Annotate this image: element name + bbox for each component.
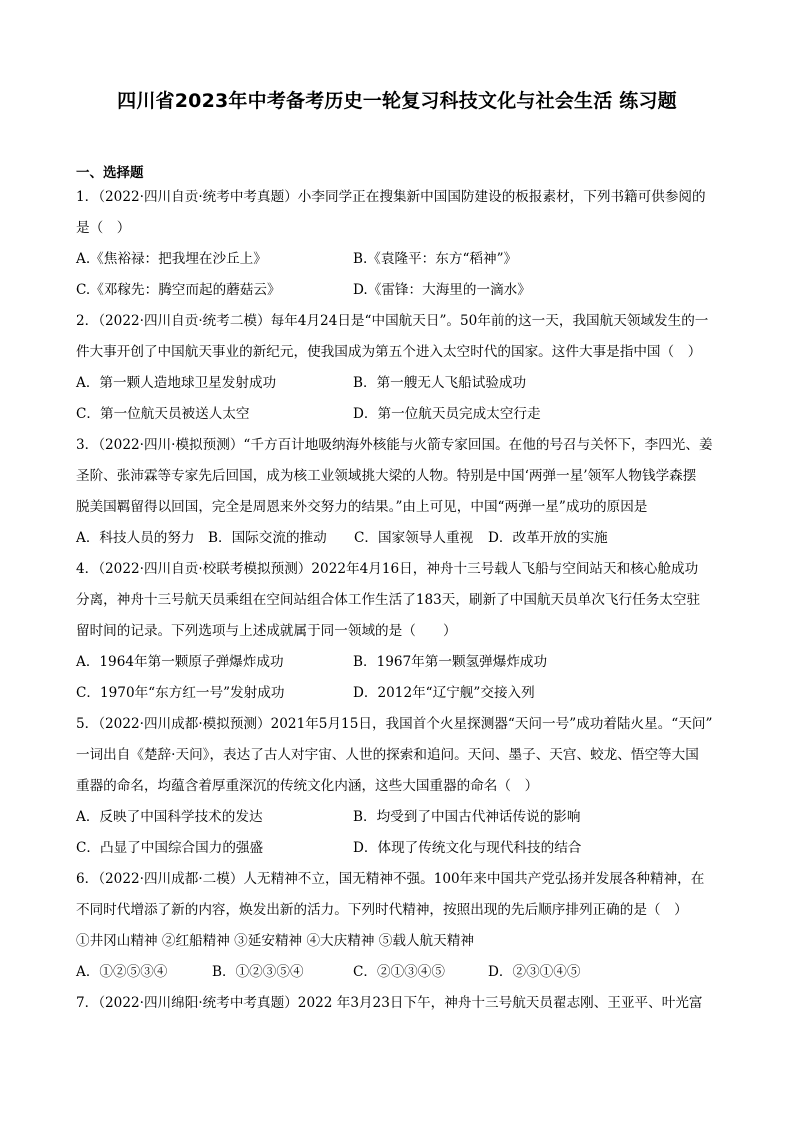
question-1-option-d[interactable]: D.《雷锋：大海里的一滴水》	[353, 282, 531, 298]
question-6-option-b[interactable]: B．①②③⑤④	[212, 964, 304, 980]
question-4-line-2: 分离，神舟十三号航天员乘组在空间站组合体工作生活了183天，刷新了中国航天员单次飞行任务太空驻	[76, 592, 701, 608]
question-2-line-2: 件大事开创了中国航天事业的新纪元，使我国成为第五个进入太空时代的国家。这件大事是指中国（ ）	[76, 344, 702, 360]
question-6-line-3: ①井冈山精神 ②红船精神 ③延安精神 ④大庆精神 ⑤载人航天精神	[76, 933, 474, 949]
question-6-option-d[interactable]: D．②③①④⑤	[488, 964, 581, 980]
question-2-line-1: 2．（2022·四川自贡·统考二模）每年4月24日是“中国航天日”。50年前的这一天，我国航天领域发生的一	[76, 313, 709, 329]
question-5-option-d[interactable]: D．体现了传统文化与现代科技的结合	[353, 840, 582, 856]
question-2-option-c[interactable]: C．第一位航天员被送人太空	[76, 406, 250, 422]
question-3-line-3: 脱美国羁留得以回国，完全是周恩来外交努力的结果。”由上可见，中国“两弹一星”成功的原因是	[76, 499, 648, 515]
question-5-line-3: 重器的命名，均蕴含着厚重深沉的传统文化内涵，这些大国重器的命名（ ）	[76, 778, 539, 794]
question-4-line-1: 4．（2022·四川自贡·校联考模拟预测）2022年4月16日，神舟十三号载人飞船与空间站天和核心舱成功	[76, 561, 699, 577]
question-3-line-2: 圣阶、张沛霖等专家先后回国，成为核工业领域挑大梁的人物。特别是中国‘两弹一星’领军人物钱学森摆	[76, 468, 697, 484]
question-1-option-a[interactable]: A.《焦裕禄：把我埋在沙丘上》	[76, 251, 267, 267]
question-6-option-c[interactable]: C．②①③④⑤	[353, 964, 445, 980]
question-6-line-2: 不同时代增添了新的内容，焕发出新的活力。下列时代精神，按照出现的先后顺序排列正确的是（ ）	[76, 902, 688, 918]
question-3-line-1: 3．（2022·四川·模拟预测）“千方百计地吸纳海外核能与火箭专家回国。在他的号召与关怀下，李四光、姜	[76, 437, 713, 453]
question-6-line-1: 6．（2022·四川成都·二模）人无精神不立，国无精神不强。100年来中国共产党弘扬并发展各种精神，在	[76, 871, 705, 887]
question-1-option-b[interactable]: B.《袁隆平：东方“稻神”》	[353, 251, 518, 267]
question-7-line-1: 7．（2022·四川绵阳·统考中考真题）2022 年3月23日下午，神舟十三号航天员翟志刚、王亚平、叶光富	[76, 995, 703, 1011]
question-1-option-c[interactable]: C.《邓稼先：腾空而起的蘑菇云》	[76, 282, 281, 298]
question-2-option-d[interactable]: D．第一位航天员完成太空行走	[353, 406, 541, 422]
question-1-line-1: 1．（2022·四川自贡·统考中考真题）小李同学正在搜集新中国国防建设的板报素材，下列书籍可供参阅的	[76, 189, 706, 205]
question-1-line-2: 是（ ）	[76, 220, 131, 236]
question-5-line-2: 一词出自《楚辞·天问》，表达了古人对宇宙、人世的探索和追问。天问、墨子、天宫、蛟龙、悟空等大国	[76, 747, 699, 763]
question-2-option-b[interactable]: B．第一艘无人飞船试验成功	[353, 375, 527, 391]
question-5-option-a[interactable]: A．反映了中国科学技术的发达	[76, 809, 263, 825]
question-4-option-c[interactable]: C．1970年“东方红一号”发射成功	[76, 685, 285, 701]
question-4-option-a[interactable]: A．1964年第一颗原子弹爆炸成功	[76, 654, 284, 670]
question-2-option-a[interactable]: A．第一颗人造地球卫星发射成功	[76, 375, 277, 391]
section-heading: 一、选择题	[76, 165, 144, 181]
question-6-option-a[interactable]: A．①②⑤③④	[76, 964, 168, 980]
question-3-option-c[interactable]: C．国家领导人重视	[354, 530, 474, 546]
question-3-option-a[interactable]: A．科技人员的努力	[76, 530, 195, 546]
question-5-option-c[interactable]: C．凸显了中国综合国力的强盛	[76, 840, 264, 856]
question-5-line-1: 5．（2022·四川成都·模拟预测）2021年5月15日，我国首个火星探测器“天问一号”成功着陆火星。“天问”	[76, 716, 713, 732]
question-3-option-b[interactable]: B．国际交流的推动	[208, 530, 327, 546]
question-3-option-d[interactable]: D．改革开放的实施	[488, 530, 608, 546]
page-title: 四川省2023年中考备考历史一轮复习科技文化与社会生活 练习题	[117, 90, 677, 112]
question-4-option-b[interactable]: B．1967年第一颗氢弹爆炸成功	[353, 654, 548, 670]
question-5-option-b[interactable]: B．均受到了中国古代神话传说的影响	[353, 809, 581, 825]
question-4-line-3: 留时间的记录。下列选项与上述成就属于同一领域的是（ ）	[76, 623, 457, 639]
question-4-option-d[interactable]: D．2012年“辽宁舰”交接入列	[353, 685, 535, 701]
